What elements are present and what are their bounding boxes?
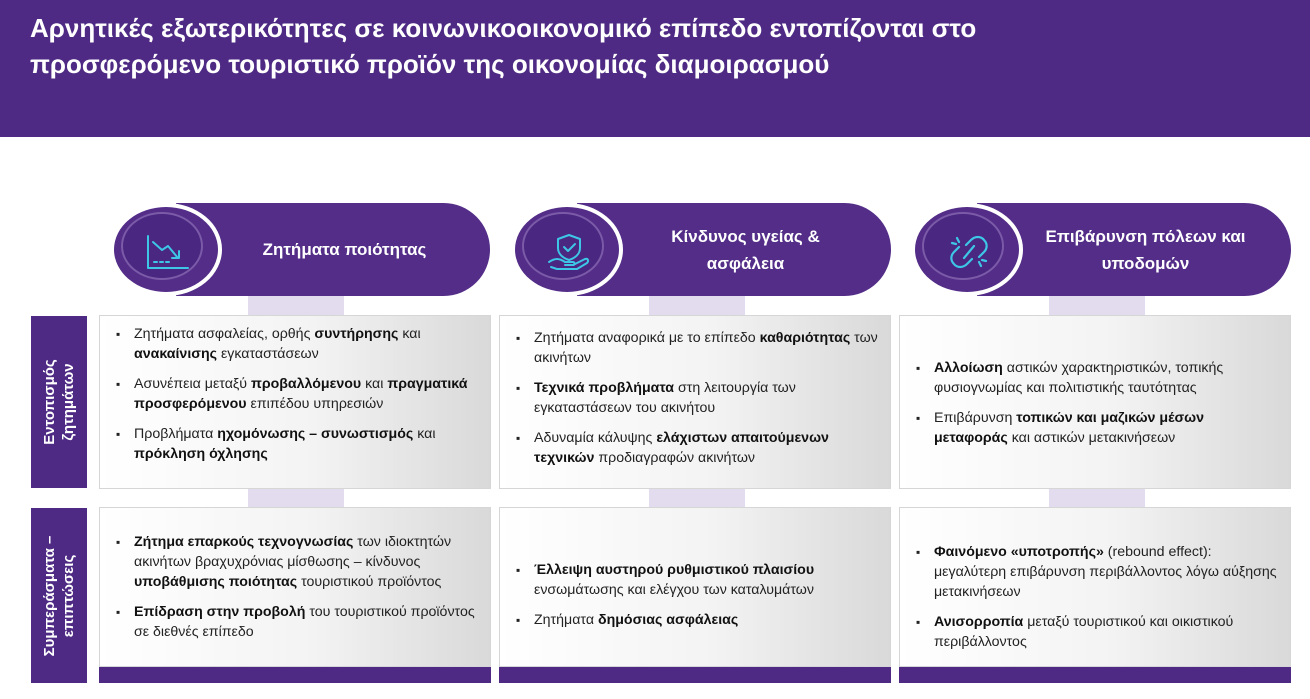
bold-text: Ανισορροπία — [934, 614, 1024, 630]
bold-text: πρόκληση όχλησης — [134, 446, 268, 462]
bullet-item — [516, 428, 878, 468]
text-run: (rebound effect): μεγαλύτερη επιβάρυνση περιβάλλοντος λόγω αύξησης μετακινήσεων — [934, 544, 1277, 600]
text-run: Ζητήματα αναφορικά με το επίπεδο — [534, 330, 760, 346]
bullet-item — [516, 328, 878, 368]
column-heading: Επιβάρυνση πόλεων και — [1045, 226, 1246, 246]
bullet-list — [916, 542, 1278, 652]
broken-link-icon — [945, 232, 993, 272]
conclusions-card-health-safety — [499, 507, 891, 667]
shield-hand-icon — [545, 232, 593, 272]
connector — [248, 296, 344, 315]
row-label-text: Εντοπισμός ζητημάτων — [41, 359, 77, 445]
text-run: αστικών χαρακτηριστικών, τοπικής φυσιογνωμίας και πολιτιστικής ταυτότητας — [934, 360, 1224, 396]
bullet-item — [916, 542, 1278, 602]
connector — [649, 296, 745, 315]
bold-text: υποβάθμισης ποιότητας — [134, 574, 298, 590]
bullet-item — [116, 424, 478, 464]
text-run: Ασυνέπεια μεταξύ — [134, 376, 251, 392]
bullet-item — [116, 374, 478, 414]
bullet-item — [116, 532, 478, 592]
bullet-item — [916, 408, 1278, 448]
bullet-item — [116, 324, 478, 364]
text-run: Ζητήματα — [534, 612, 598, 628]
text-run: των ακινήτων — [534, 330, 878, 366]
declining-chart-icon — [144, 232, 192, 272]
title-line-1: Αρνητικές εξωτερικότητες σε κοινωνικοοικονομικό επίπεδο εντοπίζονται στο — [30, 13, 977, 43]
bold-text: Φαινόμενο «υποτροπής» — [934, 544, 1104, 560]
text-run: του τουριστικού προϊόντος σε διεθνές επίπεδο — [134, 604, 475, 640]
text-run: ενσωμάτωσης και ελέγχου των καταλυμάτων — [534, 582, 814, 598]
bold-text: ηχομόνωσης – συνωστισμός — [217, 426, 414, 442]
connector — [1049, 296, 1145, 315]
bullet-list — [516, 560, 878, 630]
text-run: επιπέδου υπηρεσιών — [246, 396, 384, 412]
bold-text: προβαλλόμενου — [250, 376, 362, 392]
bullet-list — [116, 532, 478, 642]
column-heading: Κίνδυνος υγείας & — [671, 226, 820, 246]
column-header-health-safety — [511, 203, 891, 296]
issues-card-quality — [99, 315, 491, 489]
bold-text: καθαριότητας — [759, 330, 851, 346]
bold-text: Αλλοίωση — [934, 360, 1003, 376]
bullet-item — [116, 602, 478, 642]
row-label-identification — [31, 316, 87, 488]
issues-card-city-infrastructure — [899, 315, 1291, 489]
bold-text: συντήρησης — [314, 326, 399, 342]
text-run: προδιαγραφών ακινήτων — [594, 450, 756, 466]
bullet-item — [916, 612, 1278, 652]
text-run: μεταξύ τουριστικού και οικιστικού περιβάλλοντος — [934, 614, 1234, 650]
text-run: Επιβάρυνση — [934, 410, 1017, 426]
bold-text: ανακαίνισης — [134, 346, 218, 362]
row-label-text: Συμπεράσματα – επιπτώσεις — [41, 535, 77, 656]
column-heading-line-2: ασφάλεια — [706, 253, 785, 273]
header-banner — [0, 0, 1310, 137]
bottom-bar — [99, 667, 491, 683]
text-run: και — [361, 376, 388, 392]
bold-text: ελάχιστων απαιτούμενων τεχνικών — [534, 430, 829, 466]
bold-text: Έλλειψη αυστηρού ρυθμιστικού πλαισίου — [534, 562, 815, 578]
conclusions-card-city-infrastructure — [899, 507, 1291, 667]
bold-text: δημόσιας ασφάλειας — [597, 612, 739, 628]
column-header-city-infrastructure — [911, 203, 1291, 296]
text-run: και — [398, 326, 421, 342]
text-run: Αδυναμία κάλυψης — [534, 430, 657, 446]
bullet-item — [516, 610, 878, 630]
text-run: Ζητήματα ασφαλείας, ορθής — [134, 326, 315, 342]
conclusions-card-quality — [99, 507, 491, 667]
column-heading-line-2: υποδομών — [1101, 253, 1190, 273]
bottom-bar — [899, 667, 1291, 683]
bullet-list — [116, 324, 478, 464]
row-label-conclusions — [31, 508, 87, 683]
bold-text: Τεχνικά προβλήματα — [534, 380, 675, 396]
title-line-2: προσφερόμενο τουριστικό προϊόν της οικονομίας διαμοιρασμού — [30, 49, 830, 79]
bullet-list — [516, 328, 878, 468]
column-heading: Ζητήματα ποιότητας — [262, 240, 427, 259]
text-run: τουριστικού προϊόντος — [297, 574, 442, 590]
bold-text: Ζήτημα επαρκούς τεχνογνωσίας — [134, 534, 354, 550]
text-run: στη λειτουργία των εγκαταστάσεων του ακινήτου — [534, 380, 796, 416]
bullet-list — [916, 358, 1278, 448]
bullet-item — [516, 560, 878, 600]
bold-text: Επίδραση στην προβολή — [134, 604, 306, 620]
bottom-bar — [499, 667, 891, 683]
column-header-quality — [110, 203, 490, 296]
bold-text: πραγματικά προσφερόμενου — [134, 376, 468, 412]
text-run: και αστικών μετακινήσεων — [1007, 430, 1176, 446]
connector — [1049, 489, 1145, 507]
text-run: των ιδιοκτητών ακινήτων βραχυχρόνιας μίσθωσης – κίνδυνος — [134, 534, 452, 570]
page-title — [30, 10, 1230, 82]
text-run: Προβλήματα — [134, 426, 218, 442]
text-run: εγκαταστάσεων — [217, 346, 319, 362]
text-run: και — [413, 426, 436, 442]
connector — [248, 489, 344, 507]
bullet-item — [916, 358, 1278, 398]
issues-card-health-safety — [499, 315, 891, 489]
bold-text: τοπικών και μαζικών μέσων μεταφοράς — [934, 410, 1205, 446]
connector — [649, 489, 745, 507]
bullet-item — [516, 378, 878, 418]
